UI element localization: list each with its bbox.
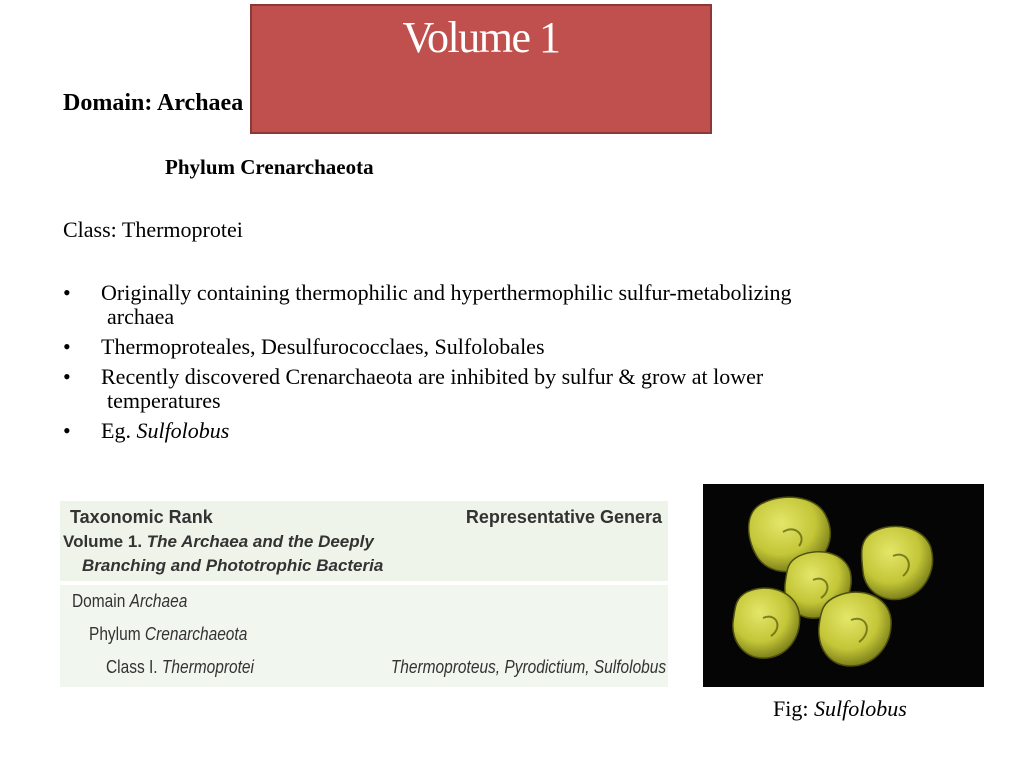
bullet-icon: • (63, 280, 71, 305)
class-line: Class: Thermoprotei (63, 217, 243, 242)
bullet-text-italic: Sulfolobus (136, 418, 230, 443)
table-divider (60, 581, 668, 585)
domain-heading: Domain: Archaea (63, 90, 244, 116)
bullet-item (63, 281, 923, 329)
rank-name: Crenarchaeota (144, 624, 248, 644)
micrograph-image (703, 484, 984, 687)
volume-title-continued: Branching and Phototrophic Bacteria (82, 556, 384, 575)
bullet-text-continued: archaea (107, 304, 175, 329)
rank-label: Class I. (106, 657, 162, 677)
table-row-phylum (89, 624, 247, 645)
bullet-item (63, 365, 923, 413)
bullet-icon: • (63, 418, 71, 443)
phylum-heading: Phylum Crenarchaeota (165, 155, 374, 179)
rank-label: Domain (72, 591, 130, 611)
representative-genera: Thermoproteus, Pyrodictium, Sulfolobus (390, 657, 666, 677)
bullet-text: Eg. (101, 418, 137, 443)
rank-name: Thermoprotei (161, 657, 254, 677)
figure-caption (773, 696, 907, 722)
bullet-text: Thermoproteales, Desulfurococclaes, Sulfolobales (101, 334, 545, 359)
slide-title: Volume 1 (402, 13, 560, 62)
table-row-domain (72, 591, 187, 612)
bullet-icon: • (63, 364, 71, 389)
bullet-text: Originally containing thermophilic and hyperthermophilic sulfur-metabolizing (101, 280, 792, 305)
caption-prefix: Fig: (773, 696, 814, 721)
bullet-text: Recently discovered Crenarchaeota are inhibited by sulfur & grow at lower (101, 364, 764, 389)
bullet-text-continued: temperatures (107, 388, 221, 413)
volume-heading (63, 532, 374, 552)
bullet-icon: • (63, 334, 71, 359)
header-taxonomic-rank: Taxonomic Rank (70, 507, 213, 527)
volume-title: The Archaea and the Deeply (146, 532, 374, 551)
sulfolobus-micrograph (703, 484, 984, 687)
volume-prefix: Volume 1. (63, 532, 147, 551)
bullet-item (63, 335, 923, 359)
bullet-item (63, 419, 923, 443)
bullet-list (63, 281, 923, 449)
rank-label: Phylum (89, 624, 145, 644)
taxonomy-table (60, 501, 668, 687)
rank-name: Archaea (129, 591, 188, 611)
caption-italic: Sulfolobus (813, 696, 907, 721)
table-row-class (106, 657, 254, 678)
header-representative-genera: Representative Genera (465, 507, 662, 527)
